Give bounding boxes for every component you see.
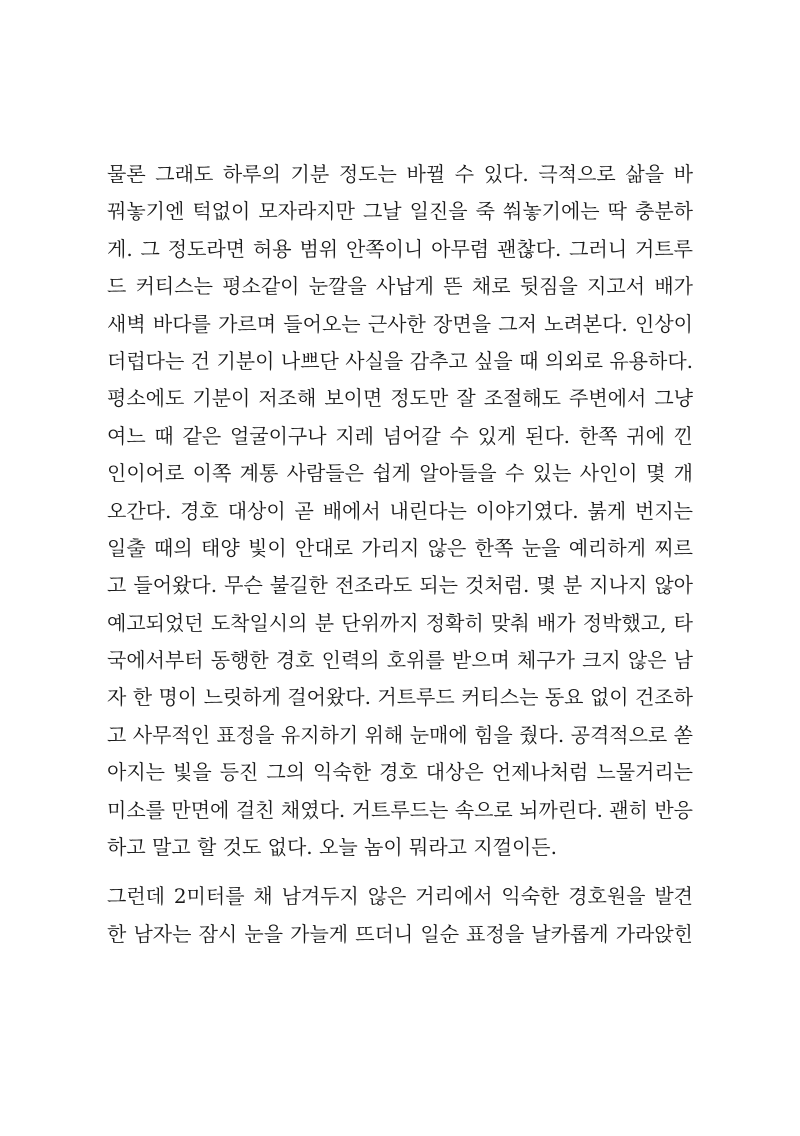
text-line: 한 남자는 잠시 눈을 가늘게 뜨더니 일순 표정을 날카롭게 가라앉힌 (107, 921, 693, 946)
text-line: 국에서부터 동행한 경호 인력의 호위를 받으며 체구가 크지 않은 남 (107, 648, 693, 673)
text-line: 고 사무적인 표정을 유지하기 위해 눈매에 힘을 줬다. 공격적으로 쏟 (107, 722, 693, 747)
text-line: 평소에도 기분이 저조해 보이면 정도만 잘 조절해도 주변에서 그냥 (107, 386, 693, 411)
text-line: 하고 말고 할 것도 없다. 오늘 놈이 뭐라고 지껄이든. (107, 835, 557, 860)
paragraph-spacer (107, 866, 693, 878)
text-line: 일출 때의 태양 빛이 안대로 가리지 않은 한쪽 눈을 예리하게 찌르 (107, 535, 693, 560)
text-line: 자 한 명이 느릿하게 걸어왔다. 거트루드 커티스는 동요 없이 건조하 (107, 685, 693, 710)
text-line: 드 커티스는 평소같이 눈깔을 사납게 뜬 채로 뒷짐을 지고서 배가 (107, 274, 693, 299)
text-line: 인이어로 이쪽 계통 사람들은 쉽게 알아들을 수 있는 사인이 몇 개 (107, 461, 693, 486)
paragraph-2 (107, 878, 693, 953)
text-line: 물론 그래도 하루의 기분 정도는 바뀔 수 있다. 극적으로 삶을 바 (107, 162, 693, 186)
text-line: 예고되었던 도착일시의 분 단위까지 정확히 맞춰 배가 정박했고, 타 (107, 610, 693, 635)
paragraph-1 (107, 156, 693, 866)
text-line: 여느 때 같은 얼굴이구나 지레 넘어갈 수 있게 된다. 한쪽 귀에 낀 (107, 423, 693, 448)
text-line: 꿔놓기엔 턱없이 모자라지만 그날 일진을 죽 쒀놓기에는 딱 충분하 (107, 199, 693, 224)
text-line: 새벽 바다를 가르며 들어오는 근사한 장면을 그저 노려본다. 인상이 (107, 311, 693, 336)
text-line: 오간다. 경호 대상이 곧 배에서 내린다는 이야기였다. 붉게 번지는 (107, 498, 693, 523)
text-line: 더럽다는 건 기분이 나쁘단 사실을 감추고 싶을 때 의외로 유용하다. (107, 348, 693, 373)
text-line: 게. 그 정도라면 허용 범위 안쪽이니 아무렴 괜찮다. 그러니 거트루 (107, 236, 693, 261)
text-line: 미소를 만면에 걸친 채였다. 거트루드는 속으로 뇌까린다. 괜히 반응 (107, 797, 693, 822)
text-line: 고 들어왔다. 무슨 불길한 전조라도 되는 것처럼. 몇 분 지나지 않아 (107, 573, 693, 598)
text-line: 아지는 빛을 등진 그의 익숙한 경호 대상은 언제나처럼 느물거리는 (107, 760, 693, 785)
text-line: 그런데 2미터를 채 남겨두지 않은 거리에서 익숙한 경호원을 발견 (107, 884, 693, 909)
body-text (107, 156, 693, 953)
